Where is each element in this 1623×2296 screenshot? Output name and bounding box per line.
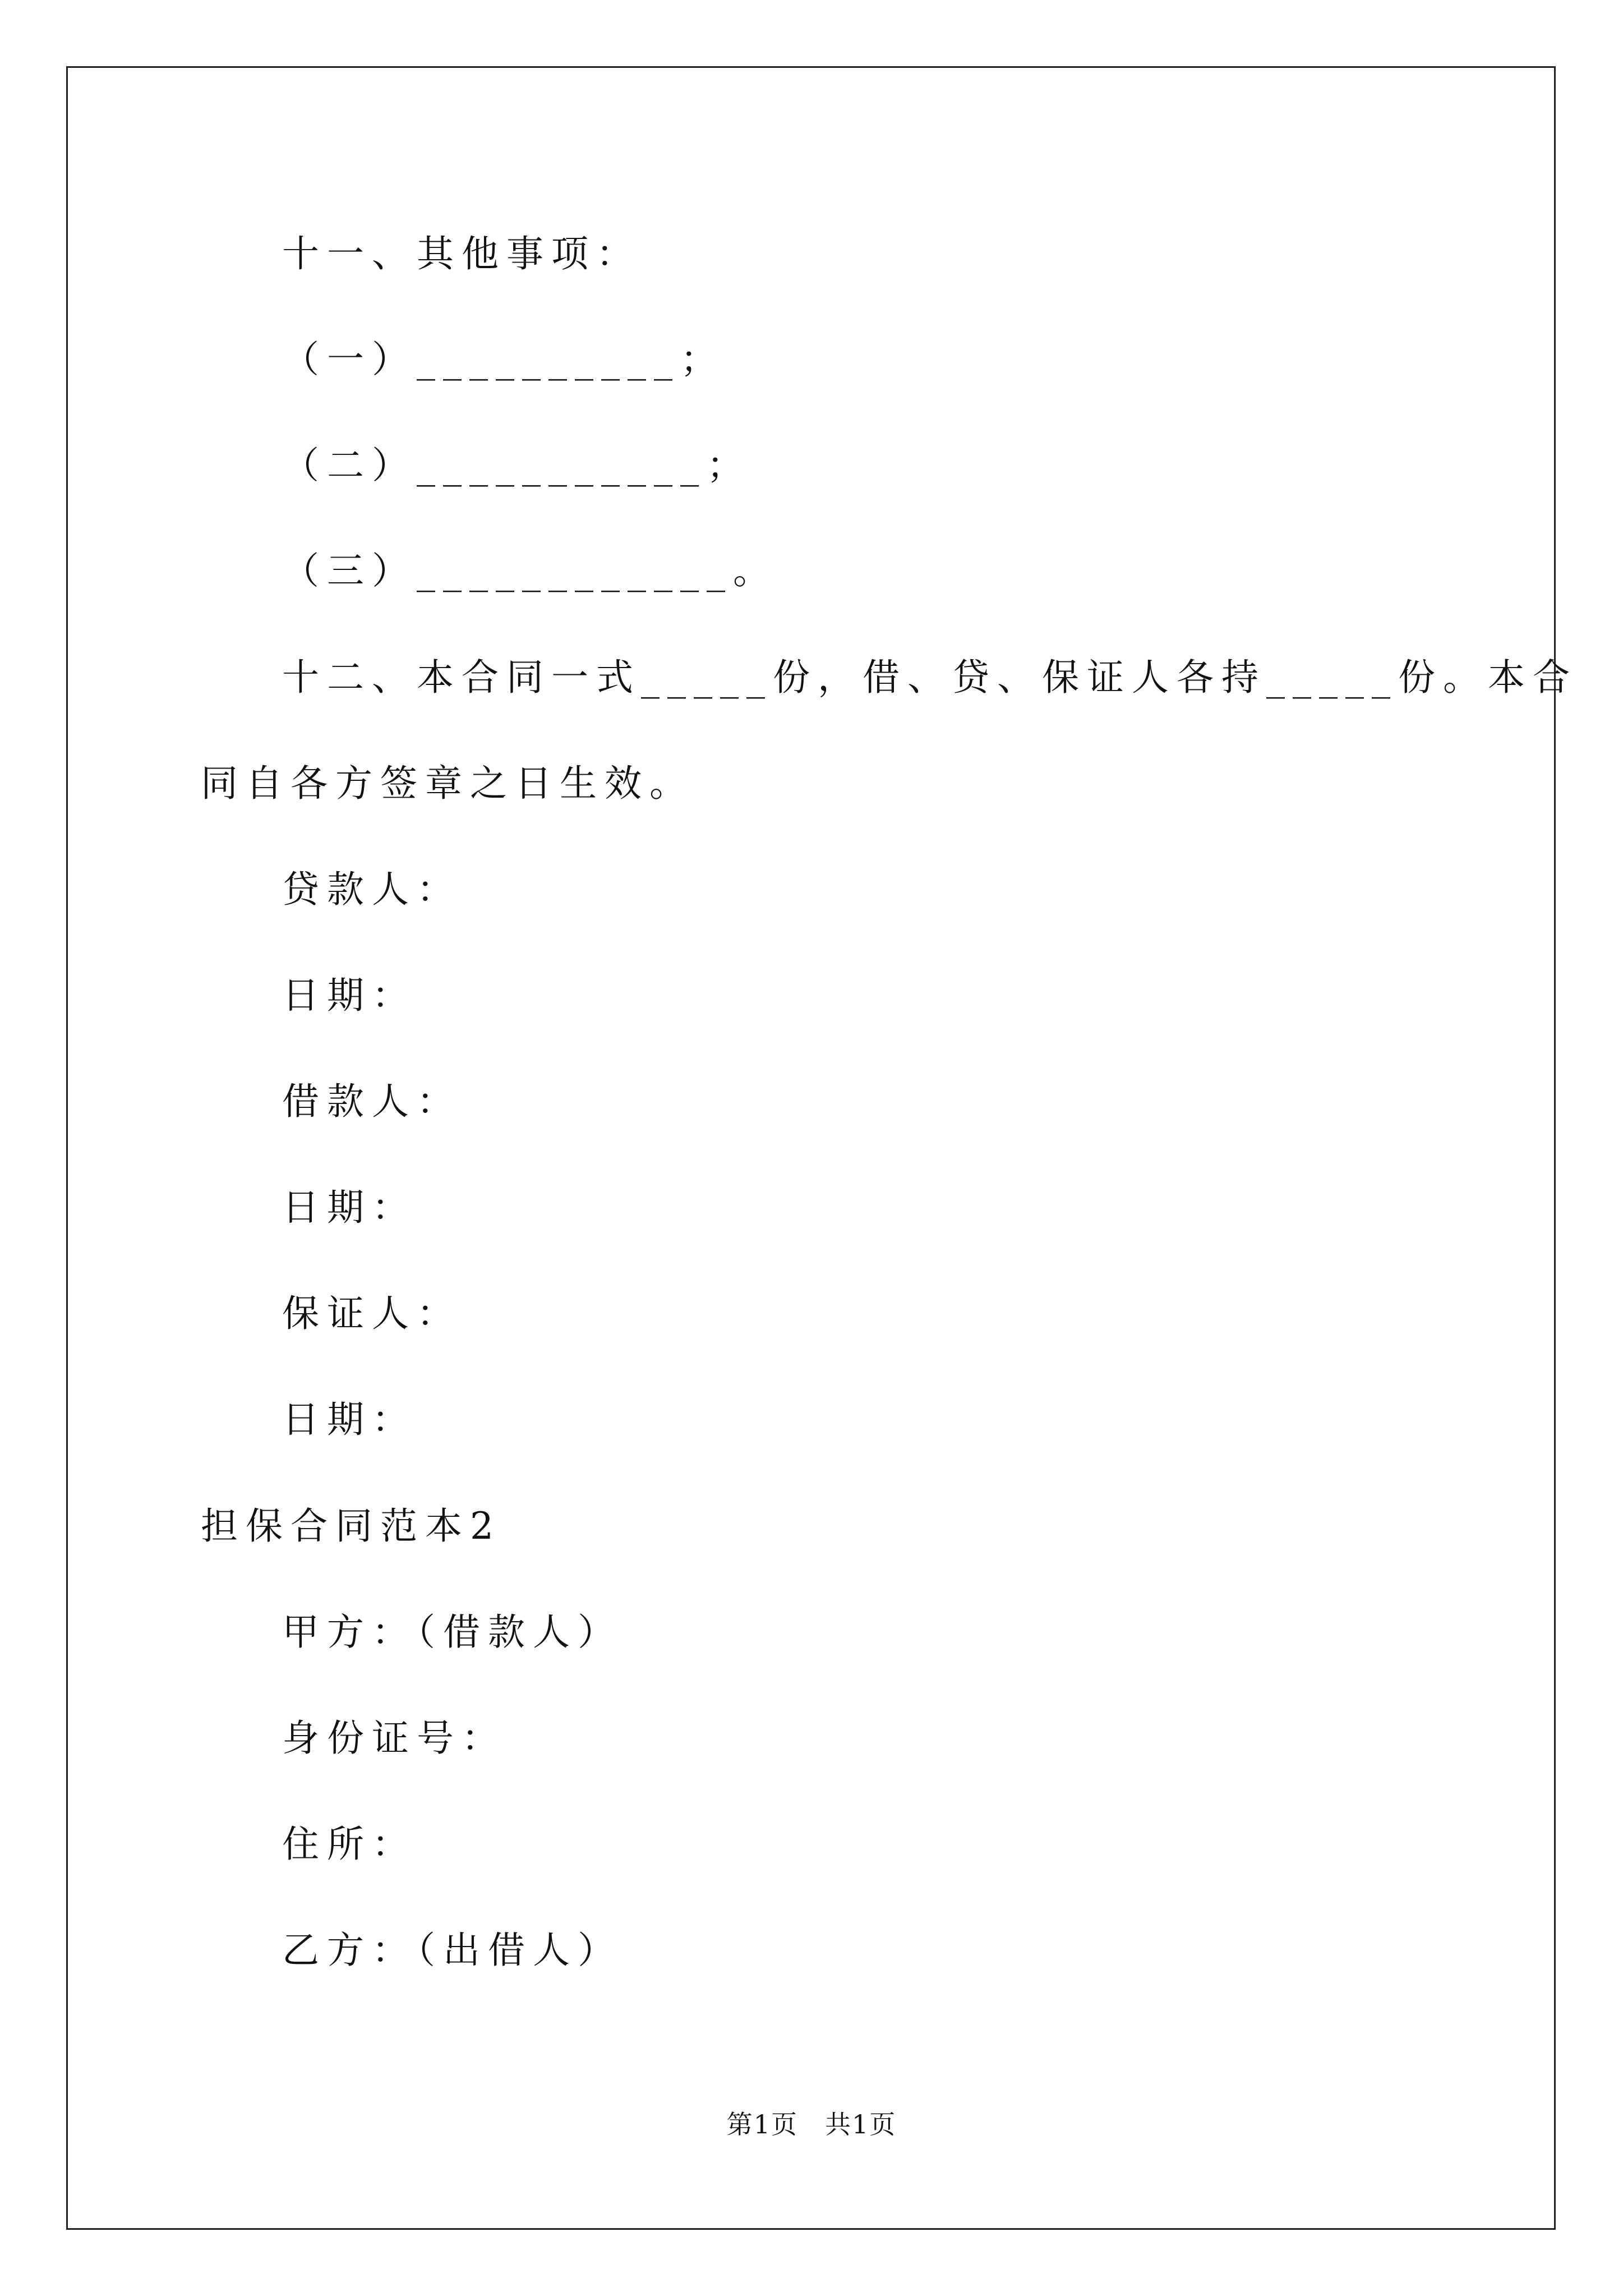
party-b-label: 乙方：（出借人）: [282, 1929, 623, 1972]
section-11-heading: 十一、其他事项：: [282, 232, 641, 275]
borrower-date-label: 日期：: [282, 1186, 417, 1229]
guarantor-label: 保证人：: [282, 1292, 462, 1335]
lender-date-label: 日期：: [282, 974, 417, 1017]
section-12-text-continued: 同自各方签章之日生效。: [201, 762, 694, 805]
template-2-title: 担保合同范本2: [201, 1504, 501, 1548]
lender-label: 贷款人：: [282, 868, 462, 911]
item-3-blank: （三）____________。: [282, 549, 778, 592]
address-label: 住所：: [282, 1823, 417, 1866]
id-number-label: 身份证号：: [282, 1717, 506, 1760]
guarantor-date-label: 日期：: [282, 1398, 417, 1441]
party-a-label: 甲方：（借款人）: [282, 1611, 623, 1654]
section-12-text: 十二、本合同一式_____份，借、贷、保证人各持_____份。本合: [282, 656, 1578, 699]
borrower-label: 借款人：: [282, 1080, 462, 1123]
page-number: 第1页 共1页: [726, 2109, 897, 2139]
item-1-blank: （一）__________；: [282, 338, 725, 381]
page-border: [66, 66, 1556, 2230]
item-2-blank: （二）___________；: [282, 444, 751, 487]
